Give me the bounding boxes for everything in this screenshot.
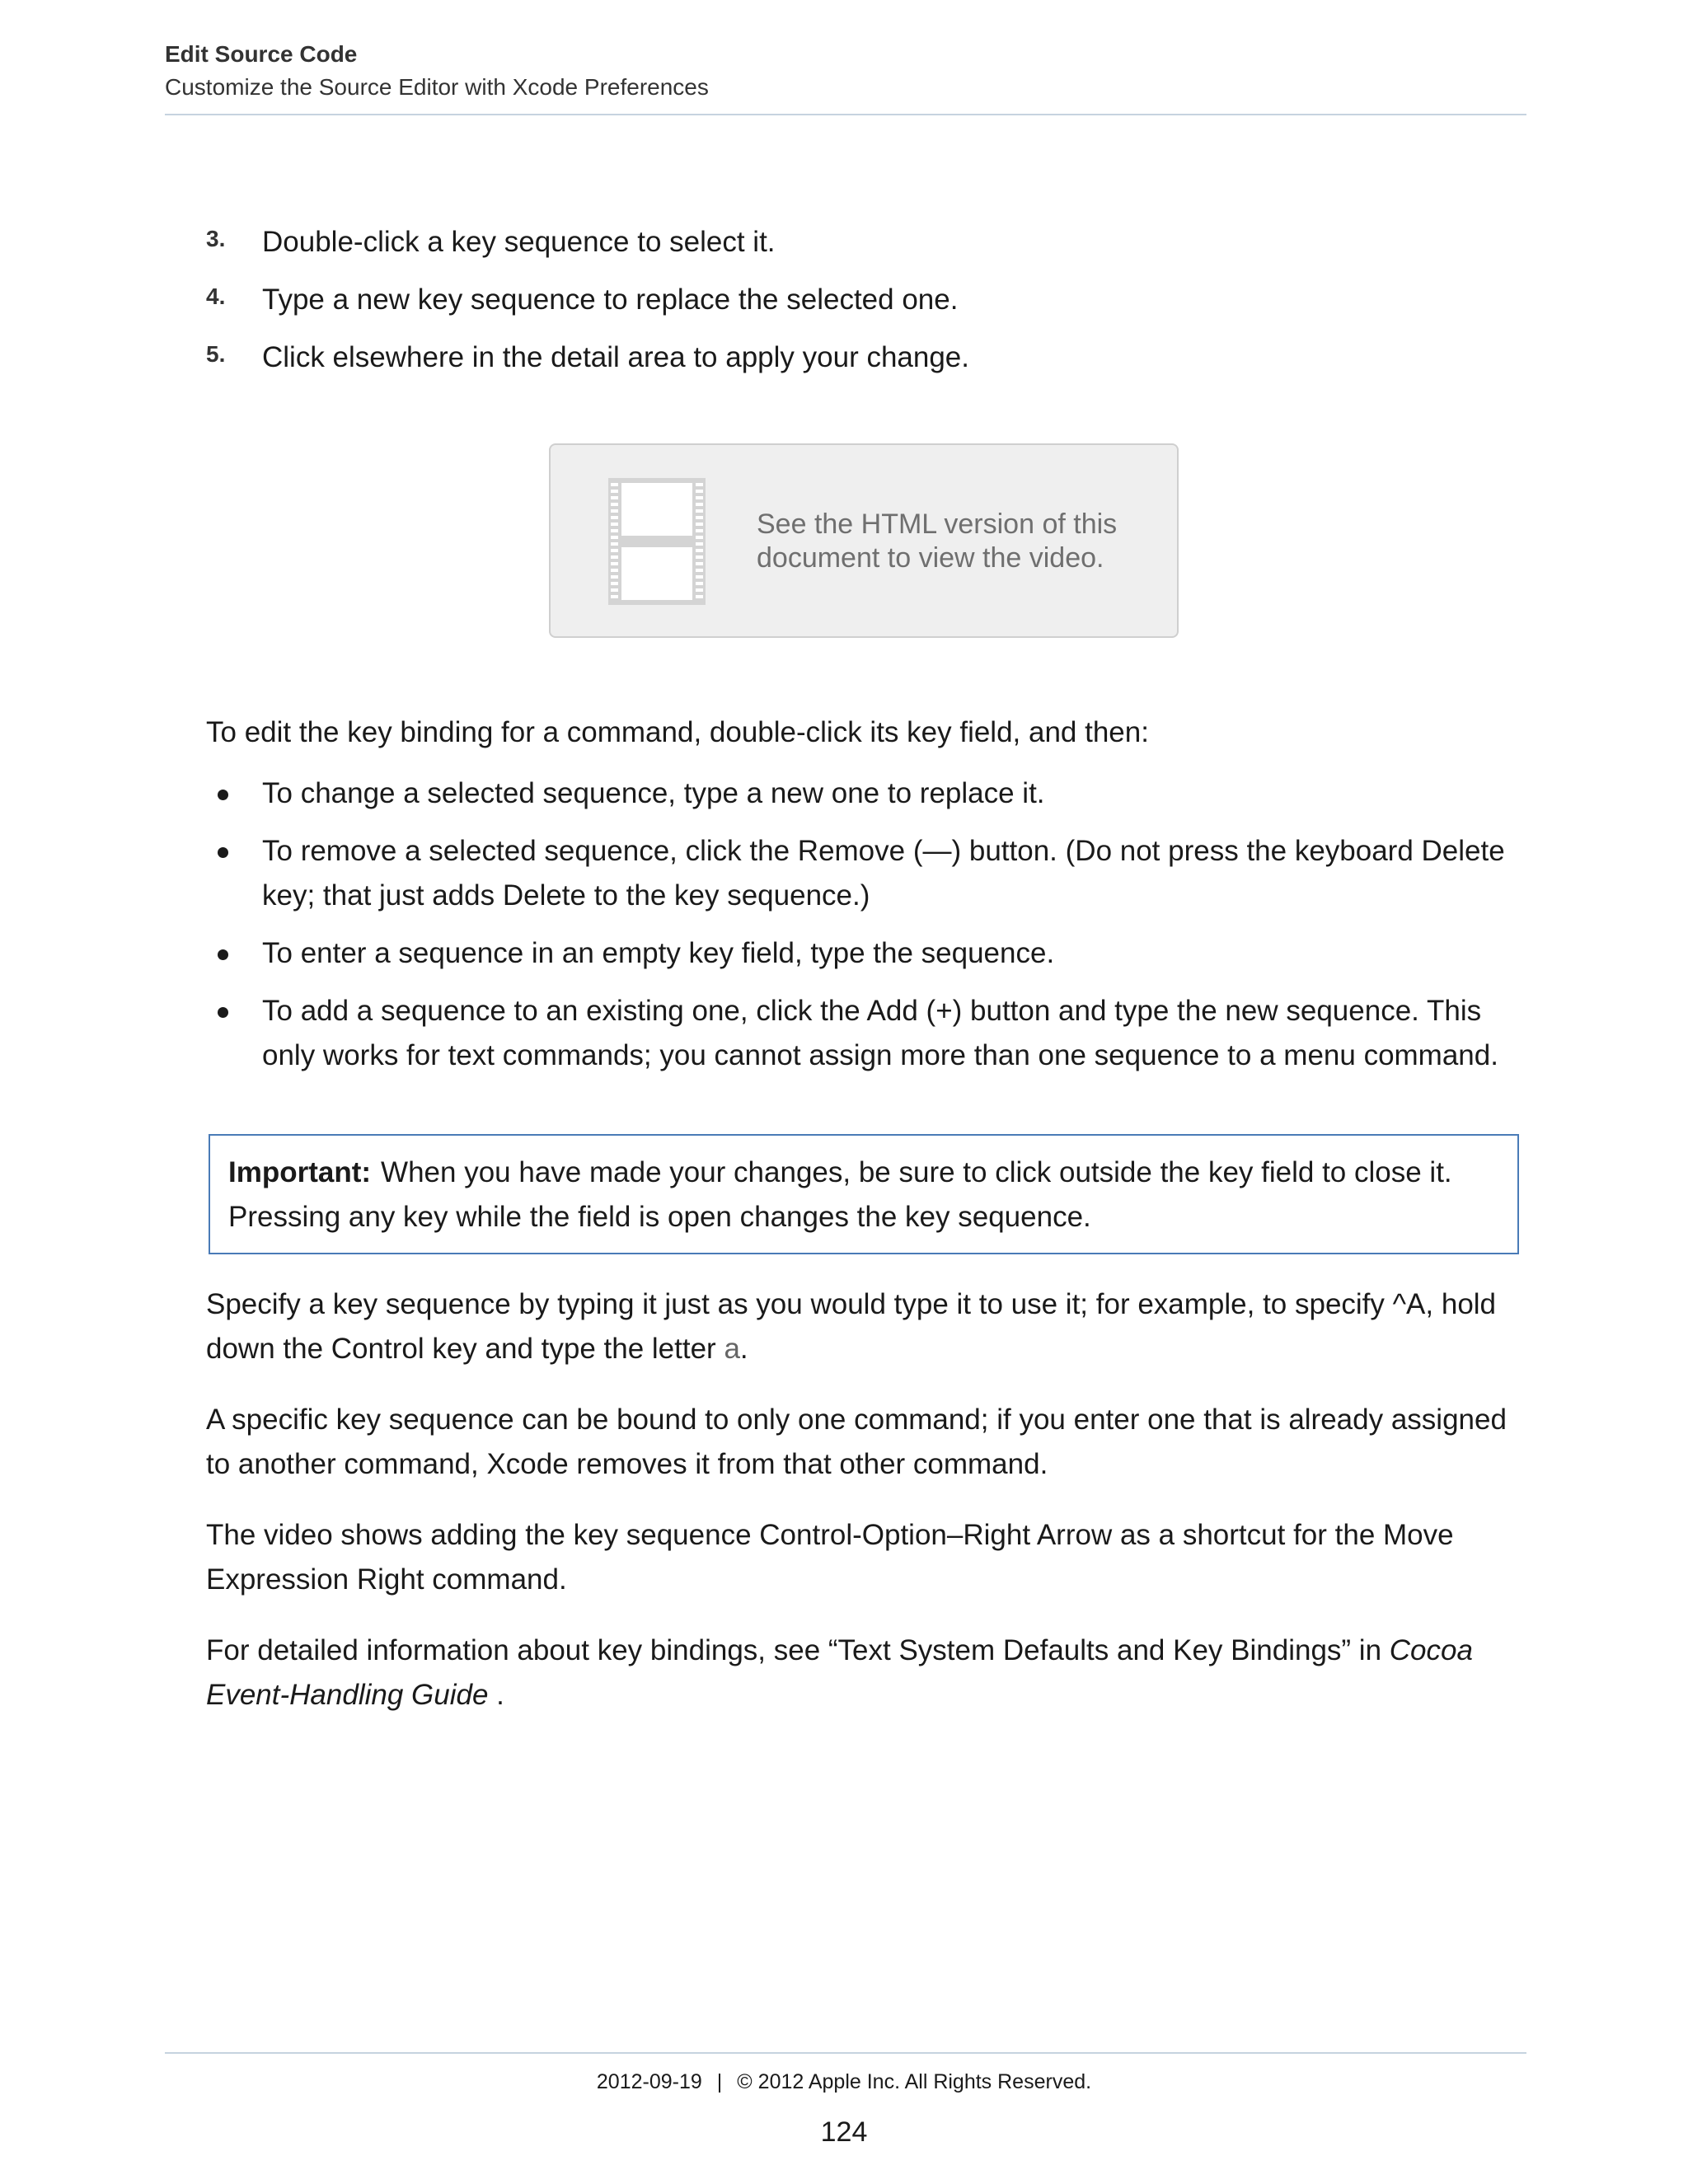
bullet-item — [206, 931, 1525, 976]
video-placeholder-text — [757, 508, 1152, 575]
bullet-text: To add a sequence to an existing one, click the Add (+) button and type the new sequence. This only works for text commands; you cannot assign more than one sequence to a menu command. — [262, 995, 1498, 1071]
numbered-steps — [206, 219, 1525, 392]
code-letter: a — [724, 1333, 740, 1365]
film-icon — [608, 478, 706, 605]
important-label: Important: — [228, 1156, 372, 1188]
step-number: 5. — [206, 341, 226, 367]
important-text: When you have made your changes, be sure to click outside the key field to close it. Pressing any key while the field is open changes the key sequence. — [228, 1156, 1452, 1233]
specify-text: Specify a key sequence by typing it just as you would type it to use it; for example, to specify ^A, hold down the Control key and type the letter — [206, 1288, 1497, 1365]
video-shows-paragraph: The video shows adding the key sequence Control-Option–Right Arrow as a shortcut for the Move Expression Right command. — [206, 1519, 1454, 1596]
bullet-dot-icon — [218, 949, 228, 960]
page-number: 124 — [820, 2116, 868, 2148]
detailed-text-end: . — [488, 1679, 504, 1711]
detailed-paragraph — [206, 1629, 1525, 1718]
specify-paragraph — [206, 1282, 1525, 1371]
footer-copyright: © 2012 Apple Inc. All Rights Reserved. — [737, 2070, 1092, 2093]
bullet-text: To enter a sequence in an empty key field, type the sequence. — [262, 937, 1055, 969]
bullet-text: To remove a selected sequence, click the Remove (—) button. (Do not press the keyboard Delete key; that just adds Delete to the key sequence.) — [262, 835, 1505, 912]
step-text: Type a new key sequence to replace the selected one. — [262, 284, 959, 316]
important-note — [209, 1134, 1519, 1254]
bullet-item — [206, 771, 1525, 816]
step-number: 3. — [206, 226, 226, 251]
detailed-text: For detailed information about key bindings, see “Text System Defaults and Key Bindings” in — [206, 1634, 1390, 1666]
section-title: Customize the Source Editor with Xcode Preferences — [165, 74, 709, 100]
bullet-dot-icon — [218, 847, 228, 858]
step-number: 4. — [206, 284, 226, 309]
step-text: Click elsewhere in the detail area to apply your change. — [262, 341, 969, 373]
guide-title: Cocoa Event-Handling Guide — [206, 1634, 1473, 1711]
footer-separator: | — [716, 2070, 723, 2093]
footer-date: 2012-09-19 — [596, 2070, 702, 2093]
bullet-dot-icon — [218, 790, 228, 800]
step-item — [206, 335, 1525, 392]
intro-paragraph: To edit the key binding for a command, double-click its key field, and then: — [206, 716, 1149, 748]
header-divider — [165, 114, 1526, 115]
step-text: Double-click a key sequence to select it. — [262, 226, 776, 258]
page-header — [165, 38, 1526, 104]
page-footer — [0, 2067, 1688, 2097]
video-text-line: See the HTML version of this — [757, 509, 1118, 540]
video-placeholder — [549, 443, 1179, 638]
bullet-item — [206, 989, 1525, 1078]
video-text-line: document to view the video. — [757, 542, 1104, 574]
step-item — [206, 277, 1525, 335]
step-item — [206, 219, 1525, 277]
bullet-text: To change a selected sequence, type a new one to replace it. — [262, 777, 1045, 809]
bullet-item — [206, 829, 1525, 918]
bullet-dot-icon — [218, 1007, 228, 1018]
bullet-list — [206, 771, 1525, 1091]
chapter-title: Edit Source Code — [165, 41, 358, 67]
specific-paragraph: A specific key sequence can be bound to only one command; if you enter one that is already assigned to another command, Xcode removes it from that other command. — [206, 1404, 1507, 1480]
specify-text-end: . — [739, 1333, 748, 1365]
footer-divider — [165, 2052, 1526, 2054]
